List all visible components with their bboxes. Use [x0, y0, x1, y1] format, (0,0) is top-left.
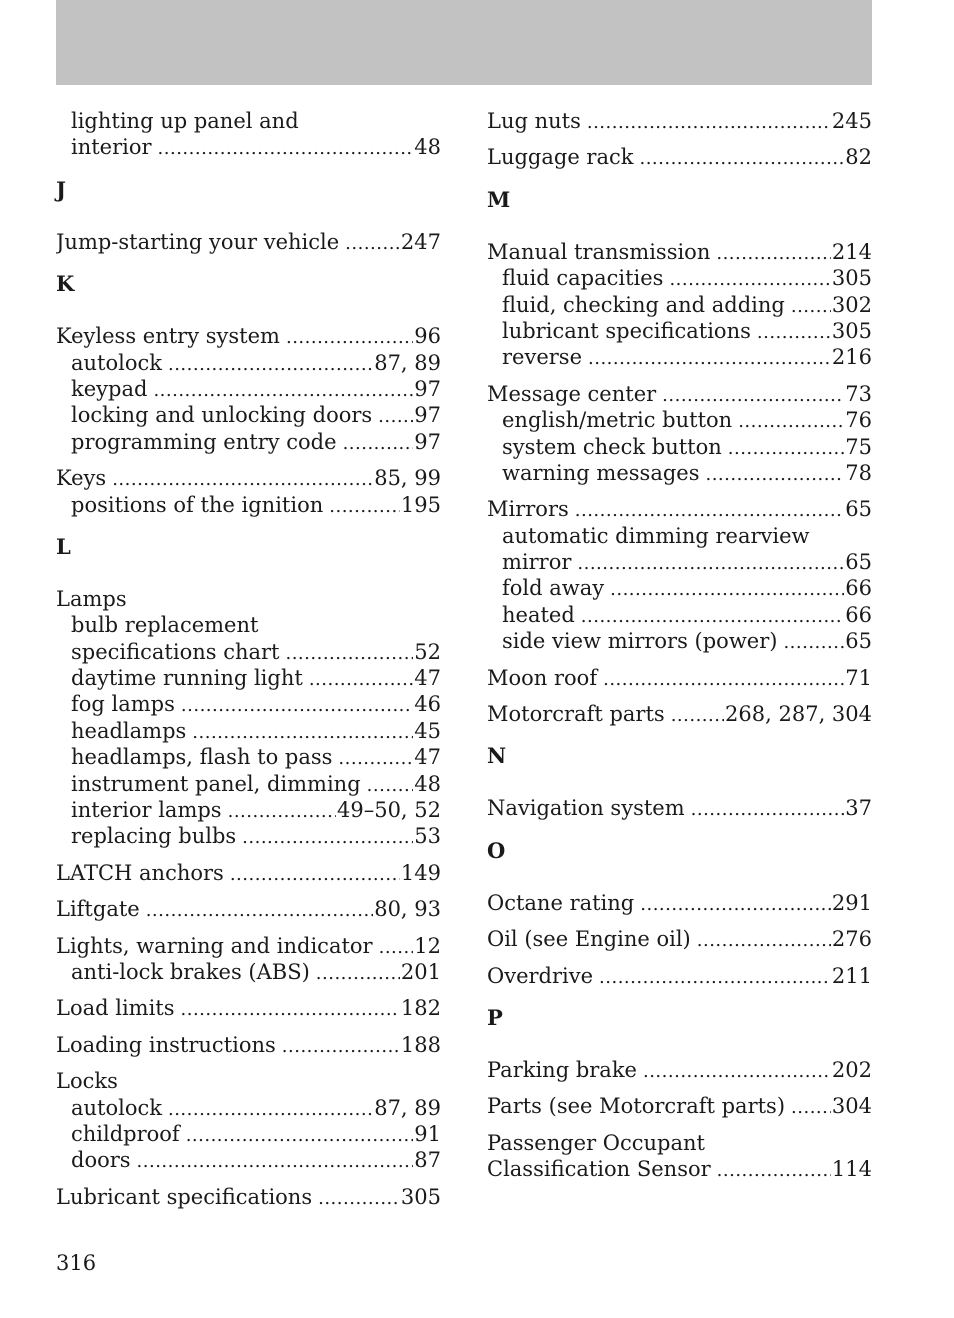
- dot-leader: [137, 1149, 414, 1173]
- dot-leader: [587, 110, 831, 134]
- dot-leader: [282, 1034, 400, 1058]
- page-reference: 268, 287, 304: [725, 702, 872, 727]
- index-subentry: [56, 639, 441, 665]
- page-reference: 97: [414, 376, 441, 401]
- index-term: [487, 1057, 872, 1083]
- entry-text: mirror: [502, 550, 572, 575]
- index-entry: [487, 239, 872, 371]
- dot-leader: [379, 935, 414, 959]
- page-reference: 87, 89: [374, 350, 441, 375]
- index-term: [56, 933, 441, 959]
- dot-leader: [728, 436, 845, 460]
- entry-text: Keys: [56, 466, 107, 491]
- page-reference: 114: [831, 1157, 872, 1182]
- dot-leader: [181, 693, 413, 717]
- entry-text: system check button: [502, 434, 722, 459]
- dot-leader: [230, 862, 400, 886]
- dot-leader: [367, 773, 414, 797]
- index-entry: [487, 795, 872, 821]
- dot-leader: [581, 604, 844, 628]
- dot-leader: [599, 965, 831, 989]
- index-subentry: [487, 575, 872, 601]
- index-subentry: [487, 628, 872, 654]
- dot-leader: [242, 825, 413, 849]
- entry-text: replacing bulbs: [71, 824, 237, 849]
- index-entry: [56, 933, 441, 986]
- entry-text: fluid, checking and adding: [502, 292, 785, 317]
- entry-text: fold away: [502, 576, 605, 601]
- entry-text: Loading instructions: [56, 1032, 276, 1057]
- entry-text: lighting up panel and: [71, 109, 299, 133]
- index-entry: [56, 896, 441, 922]
- entry-text: specifications chart: [71, 639, 280, 664]
- index-entry: [56, 995, 441, 1021]
- index-term: [487, 1156, 872, 1182]
- dot-leader: [717, 1158, 831, 1182]
- entry-text: Jump-starting your vehicle: [56, 229, 340, 254]
- entry-text: Mirrors: [487, 497, 569, 522]
- page-reference: 87: [414, 1148, 441, 1173]
- entry-text: Lamps: [56, 586, 127, 611]
- page-reference: 46: [414, 692, 441, 717]
- index-subentry: [56, 823, 441, 849]
- entry-text: positions of the ignition: [71, 492, 324, 517]
- entry-text: Lubricant specifications: [56, 1184, 313, 1209]
- page-reference: 304: [831, 1094, 872, 1119]
- entry-text: anti-lock brakes (ABS): [71, 959, 310, 984]
- entry-text: Octane rating: [487, 890, 635, 915]
- entry-text: Lug nuts: [487, 109, 581, 133]
- index-term: [56, 860, 441, 886]
- page-reference: 305: [831, 318, 872, 343]
- index-subentry: [56, 744, 441, 770]
- dot-leader: [168, 352, 373, 376]
- index-term: [56, 465, 441, 491]
- entry-text: interior: [71, 135, 152, 160]
- entry-text: Parts (see Motorcraft parts): [487, 1094, 786, 1119]
- index-term: [56, 1184, 441, 1210]
- page-reference: 305: [831, 266, 872, 291]
- dot-leader: [738, 409, 844, 433]
- page-reference: 91: [414, 1121, 441, 1146]
- index-entry: [487, 665, 872, 691]
- entry-text: Keyless entry system: [56, 324, 280, 349]
- section-letter-j: J: [56, 176, 66, 202]
- entry-text: Passenger Occupant: [487, 1130, 705, 1155]
- index-subentry: [56, 691, 441, 717]
- index-entry: [56, 1068, 441, 1174]
- entry-text: Moon roof: [487, 665, 598, 690]
- index-entry: [487, 1057, 872, 1083]
- dot-leader: [318, 1186, 400, 1210]
- entry-text: Oil (see Engine oil): [487, 927, 691, 952]
- page-reference: 305: [400, 1184, 441, 1209]
- index-entry: [487, 1130, 872, 1183]
- section-letter-p: P: [487, 1004, 503, 1030]
- index-entry: [56, 1184, 441, 1210]
- index-entry: [487, 890, 872, 916]
- dot-leader: [577, 551, 844, 575]
- index-subentry: [56, 1147, 441, 1173]
- index-entry: [56, 323, 441, 455]
- dot-leader: [158, 136, 414, 160]
- index-entry: [56, 108, 441, 161]
- page-reference: 47: [414, 745, 441, 770]
- index-subentry: [56, 350, 441, 376]
- index-subentry: [56, 429, 441, 455]
- index-term: [56, 586, 441, 612]
- index-subentry: [487, 344, 872, 370]
- entry-text: english/metric button: [502, 408, 733, 433]
- entry-text: LATCH anchors: [56, 860, 224, 885]
- index-subentry: [487, 407, 872, 433]
- section-letter-k: K: [56, 271, 75, 297]
- page-reference: 87, 89: [374, 1095, 441, 1120]
- index-term: [487, 926, 872, 952]
- dot-leader: [345, 231, 400, 255]
- dot-leader: [757, 320, 831, 344]
- entry-text: Navigation system: [487, 796, 685, 821]
- index-term: [487, 795, 872, 821]
- index-subentry: [56, 665, 441, 691]
- index-subentry: [487, 318, 872, 344]
- index-term: [487, 701, 872, 727]
- page-reference: 66: [845, 576, 872, 601]
- section-letter-o: O: [487, 837, 506, 863]
- index-entry: [56, 860, 441, 886]
- page-reference: 73: [845, 381, 872, 406]
- index-subentry: [56, 718, 441, 744]
- page-reference: 52: [414, 639, 441, 664]
- dot-leader: [228, 799, 336, 823]
- page-reference: 96: [414, 324, 441, 349]
- page-reference: 97: [414, 403, 441, 428]
- page-reference: 45: [414, 718, 441, 743]
- index-entry: [56, 229, 441, 255]
- index-subentry: [56, 402, 441, 428]
- dot-leader: [285, 641, 413, 665]
- page-reference: 37: [845, 796, 872, 821]
- page-reference: 48: [414, 135, 441, 160]
- dot-leader: [309, 667, 413, 691]
- page-reference: 149: [400, 860, 441, 885]
- page-reference: 214: [831, 239, 872, 264]
- entry-text: Message center: [487, 381, 657, 406]
- entry-text: side view mirrors (power): [502, 629, 778, 654]
- entry-text: Motorcraft parts: [487, 702, 665, 727]
- page-reference: 85, 99: [374, 466, 441, 491]
- index-subentry: [56, 1095, 441, 1121]
- dot-leader: [186, 1123, 414, 1147]
- index-entry: [56, 1032, 441, 1058]
- dot-leader: [588, 346, 831, 370]
- page-reference: 47: [414, 666, 441, 691]
- page-reference: 48: [414, 771, 441, 796]
- section-letter-m: M: [487, 186, 511, 212]
- dot-leader: [168, 1097, 373, 1121]
- dot-leader: [343, 431, 414, 455]
- index-subentry: [56, 797, 441, 823]
- index-term: [56, 1068, 441, 1094]
- index-term: [56, 229, 441, 255]
- index-subentry: [487, 549, 872, 575]
- entry-text: headlamps: [71, 718, 187, 743]
- page-reference: 65: [845, 629, 872, 654]
- dot-leader: [643, 1059, 831, 1083]
- page-reference: 216: [831, 345, 872, 370]
- entry-text: Liftgate: [56, 897, 140, 922]
- entry-text: lubricant specifications: [502, 318, 751, 343]
- page-reference: 276: [831, 927, 872, 952]
- index-subentry: [56, 612, 441, 638]
- index-entry: [487, 963, 872, 989]
- entry-text: daytime running light: [71, 666, 303, 691]
- page-reference: 65: [845, 550, 872, 575]
- dot-leader: [691, 797, 845, 821]
- entry-text: fluid capacities: [502, 266, 664, 291]
- index-entry: [487, 926, 872, 952]
- index-term: [487, 108, 872, 134]
- header-bar: [56, 0, 872, 85]
- entry-text: Load limits: [56, 996, 175, 1021]
- dot-leader: [603, 667, 844, 691]
- dot-leader: [316, 961, 400, 985]
- entry-text: Overdrive: [487, 963, 594, 988]
- page-reference: 201: [400, 959, 441, 984]
- index-entry: [487, 108, 872, 134]
- entry-text: childproof: [71, 1121, 180, 1146]
- index-subentry: [56, 376, 441, 402]
- dot-leader: [153, 378, 413, 402]
- page-reference: 245: [831, 109, 872, 133]
- entry-text: Luggage rack: [487, 145, 634, 170]
- index-term: [487, 1093, 872, 1119]
- entry-text: bulb replacement: [71, 613, 259, 638]
- entry-text: autolock: [71, 350, 162, 375]
- index-subentry: [487, 292, 872, 318]
- page-reference: 65: [845, 497, 872, 522]
- entry-text: doors: [71, 1148, 131, 1173]
- entry-text: keypad: [71, 376, 148, 401]
- page-reference: 49–50, 52: [336, 798, 441, 823]
- index-entry: [56, 586, 441, 850]
- entry-text: Parking brake: [487, 1057, 637, 1082]
- index-term: [56, 323, 441, 349]
- index-entry: [487, 144, 872, 170]
- index-subentry: [487, 460, 872, 486]
- index-term: [56, 896, 441, 922]
- page-reference: 97: [414, 429, 441, 454]
- page-reference: 71: [845, 665, 872, 690]
- dot-leader: [112, 467, 373, 491]
- index-entry: [487, 381, 872, 487]
- index-term: [487, 665, 872, 691]
- dot-leader: [783, 630, 844, 654]
- page-reference: 247: [400, 229, 441, 254]
- section-letter-l: L: [56, 533, 71, 559]
- index-term: [56, 995, 441, 1021]
- index-subentry: [487, 523, 872, 549]
- page-reference: 291: [831, 890, 872, 915]
- entry-text: warning messages: [502, 460, 700, 485]
- page-reference: 188: [400, 1032, 441, 1057]
- index-term: [487, 381, 872, 407]
- entry-text: headlamps, flash to pass: [71, 745, 333, 770]
- dot-leader: [192, 720, 413, 744]
- dot-leader: [181, 997, 400, 1021]
- index-entry: [487, 701, 872, 727]
- index-term: [487, 239, 872, 265]
- dot-leader: [146, 898, 374, 922]
- entry-text: Manual transmission: [487, 239, 711, 264]
- page-reference: 53: [414, 824, 441, 849]
- page-reference: 202: [831, 1057, 872, 1082]
- page-reference: 195: [400, 492, 441, 517]
- entry-text: fog lamps: [71, 692, 175, 717]
- dot-leader: [338, 746, 413, 770]
- index-subentry: [56, 771, 441, 797]
- entry-text: automatic dimming rearview: [502, 523, 810, 548]
- page-reference: 82: [845, 145, 872, 170]
- dot-leader: [697, 928, 831, 952]
- page-reference: 76: [845, 408, 872, 433]
- entry-text: heated: [502, 602, 575, 627]
- index-term: [487, 144, 872, 170]
- index-subentry: [56, 492, 441, 518]
- entry-text: programming entry code: [71, 429, 337, 454]
- dot-leader: [329, 494, 400, 518]
- dot-leader: [378, 404, 413, 428]
- dot-leader: [791, 294, 831, 318]
- dot-leader: [671, 703, 724, 727]
- entry-text: Lights, warning and indicator: [56, 933, 373, 958]
- dot-leader: [610, 577, 844, 601]
- index-term: [487, 963, 872, 989]
- page-reference: 302: [831, 292, 872, 317]
- index-subentry: [56, 1121, 441, 1147]
- index-entry: [487, 496, 872, 654]
- page-reference: 78: [845, 460, 872, 485]
- page-reference: 211: [831, 963, 872, 988]
- index-subentry: [56, 134, 441, 160]
- page-reference: 80, 93: [374, 897, 441, 922]
- page-reference: 12: [414, 933, 441, 958]
- index-subentry: [487, 602, 872, 628]
- page-reference: 66: [845, 602, 872, 627]
- index-column-right: [487, 108, 872, 1193]
- entry-text: instrument panel, dimming: [71, 771, 361, 796]
- entry-text: interior lamps: [71, 798, 222, 823]
- dot-leader: [662, 383, 844, 407]
- index-term: [487, 496, 872, 522]
- dot-leader: [716, 241, 831, 265]
- entry-text: locking and unlocking doors: [71, 403, 373, 428]
- dot-leader: [639, 146, 844, 170]
- page-reference: 182: [400, 996, 441, 1021]
- page-number: 316: [56, 1251, 97, 1275]
- entry-text: Classification Sensor: [487, 1157, 711, 1182]
- index-term: [487, 890, 872, 916]
- dot-leader: [640, 892, 831, 916]
- index-subentry: [56, 959, 441, 985]
- dot-leader: [669, 267, 830, 291]
- dot-leader: [705, 462, 844, 486]
- dot-leader: [791, 1095, 831, 1119]
- entry-text: autolock: [71, 1095, 162, 1120]
- section-letter-n: N: [487, 743, 507, 769]
- entry-text: Locks: [56, 1069, 118, 1094]
- index-term: [56, 1032, 441, 1058]
- index-term: [487, 1130, 872, 1156]
- index-entry: [487, 1093, 872, 1119]
- index-subentry: [487, 434, 872, 460]
- page-reference: 75: [845, 434, 872, 459]
- index-column-left: [56, 108, 441, 1220]
- index-entry: [56, 465, 441, 518]
- dot-leader: [575, 498, 845, 522]
- dot-leader: [286, 325, 413, 349]
- index-subentry: [56, 108, 441, 134]
- index-subentry: [487, 265, 872, 291]
- entry-text: reverse: [502, 345, 583, 370]
